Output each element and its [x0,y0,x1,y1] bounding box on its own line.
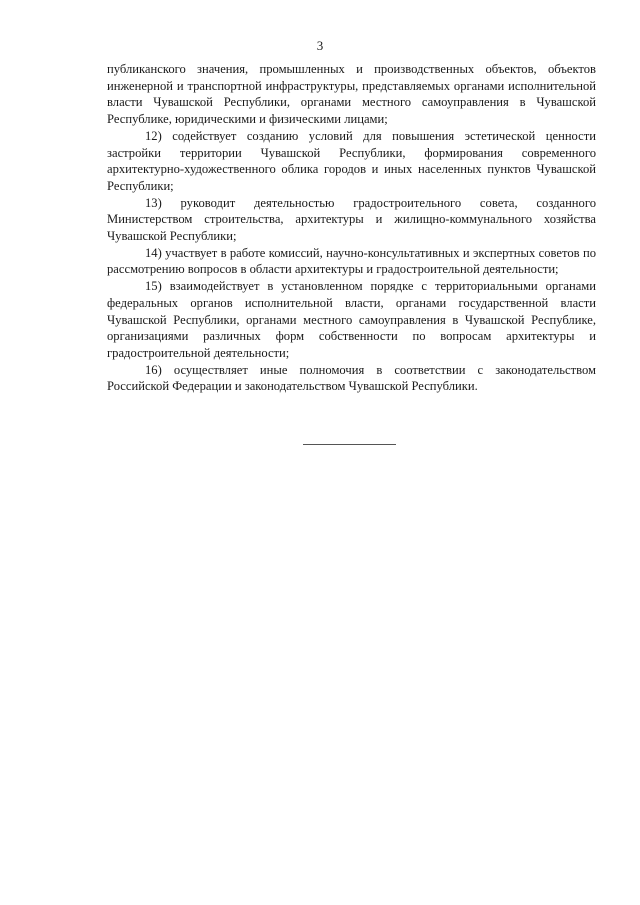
page-number: 3 [316,38,324,53]
end-of-document-rule [303,444,396,445]
paragraph-item-13: 13) руководит деятельностью градостроительного совета, созданного Министерством строительства, архитектуры и жилищно-коммунального хозяйства Чувашской Республики; [107,195,596,244]
paragraph-item-14: 14) участвует в работе комиссий, научно-консультативных и экспертных советов по рассмотрению вопросов в области архитектуры и градостроительной деятельности; [107,245,596,277]
paragraph-item-16: 16) осуществляет иные полномочия в соответствии с законодательством Российской Федерации и законодательством Чувашской Республики. [107,362,596,394]
paragraph-continuation: публиканского значения, промышленных и производственных объектов, объектов инженерной и транспортной инфраструктуры, представляемых органами исполнительной власти Чувашской Республики, органами местного самоуправления в Чувашской Республике, юридическими и физическими лицами; [107,62,596,127]
paragraph-item-15: 15) взаимодействует в установленном порядке с территориальными органами федеральных органов исполнительной власти, органами государственной власти Чувашской Республики, органами местного самоуправления в Чувашской Республике, организациями различных форм собственности по вопросам архитектуры и градостроительной деятельности; [107,279,596,360]
paragraph-item-12: 12) содействует созданию условий для повышения эстетической ценности застройки территории Чувашской Республики, формирования современного архитектурно-художественного облика городов и иных населенных пунктов Чувашской Республики; [107,128,596,193]
document-body [107,61,596,395]
